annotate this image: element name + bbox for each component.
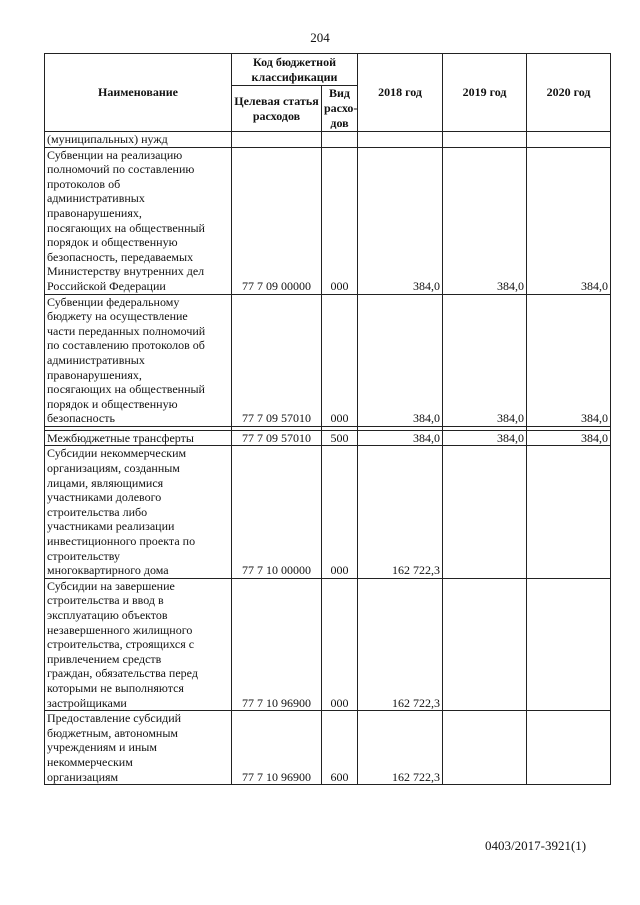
table-row — [45, 711, 611, 785]
document-id: 0403/2017-3921(1) — [485, 838, 587, 853]
row-2018 — [358, 132, 443, 148]
row-expense-type: 000 — [322, 147, 358, 294]
table-row — [45, 578, 611, 710]
row-2020 — [527, 446, 611, 578]
row-target-article: 77 7 10 96900 — [232, 578, 322, 710]
row-2018: 384,0 — [358, 430, 443, 446]
row-2019 — [443, 132, 527, 148]
table-row — [45, 446, 611, 578]
row-name: Субвенции федеральному бюджету на осуществление части переданных полномочий по составлению протоколов об административных правонарушениях, посягающих на общественный порядок и общественную безопасность — [45, 294, 232, 426]
row-target-article: 77 7 10 00000 — [232, 446, 322, 578]
page-number: 204 — [310, 30, 330, 45]
row-2020: 384,0 — [527, 294, 611, 426]
row-2020 — [527, 132, 611, 148]
row-2019: 384,0 — [443, 430, 527, 446]
row-expense-type: 600 — [322, 711, 358, 785]
row-2020: 384,0 — [527, 147, 611, 294]
row-expense-type — [322, 132, 358, 148]
header-kbk: Код бюджетной классификации — [232, 54, 358, 86]
row-2018: 384,0 — [358, 294, 443, 426]
row-name: Субвенции на реализацию полномочий по составлению протоколов об административных правонарушениях, посягающих на общественный порядок и общественную безопасность, передаваемых Министерству внутренних дел Российской Федерации — [45, 147, 232, 294]
row-name: Межбюджетные трансферты — [45, 430, 232, 446]
row-2019: 384,0 — [443, 147, 527, 294]
header-target-article: Целевая статья расходов — [232, 86, 322, 132]
row-2018: 162 722,3 — [358, 446, 443, 578]
table-row — [45, 430, 611, 446]
row-target-article: 77 7 09 00000 — [232, 147, 322, 294]
table-row — [45, 147, 611, 294]
budget-table — [44, 53, 611, 785]
row-name: (муниципальных) нужд — [45, 132, 232, 148]
row-name: Субсидии на завершение строительства и ввод в эксплуатацию объектов незавершенного жилищного строительства, строящихся с привлечением средств граждан, обязательства перед которыми не выполняются застройщиками — [45, 578, 232, 710]
row-2018: 162 722,3 — [358, 711, 443, 785]
row-expense-type: 000 — [322, 578, 358, 710]
row-2018: 162 722,3 — [358, 578, 443, 710]
row-target-article: 77 7 09 57010 — [232, 294, 322, 426]
header-expense-type: Вид расхо-дов — [322, 86, 358, 132]
header-2018: 2018 год — [358, 54, 443, 132]
header-2019: 2019 год — [443, 54, 527, 132]
header-name: Наименование — [45, 54, 232, 132]
row-name: Предоставление субсидий бюджетным, автономным учреждениям и иным некоммерческим организациям — [45, 711, 232, 785]
row-target-article — [232, 132, 322, 148]
row-2019 — [443, 578, 527, 710]
table-row — [45, 132, 611, 148]
row-expense-type: 500 — [322, 430, 358, 446]
row-2019 — [443, 446, 527, 578]
row-2019 — [443, 711, 527, 785]
row-2019: 384,0 — [443, 294, 527, 426]
row-name: Субсидии некоммерческим организациям, созданным лицами, являющимися участниками долевого строительства либо участниками реализации инвестиционного проекта по строительству многоквартирного дома — [45, 446, 232, 578]
row-2020 — [527, 711, 611, 785]
row-expense-type: 000 — [322, 294, 358, 426]
row-2020 — [527, 578, 611, 710]
header-2020: 2020 год — [527, 54, 611, 132]
row-target-article: 77 7 10 96900 — [232, 711, 322, 785]
row-2018: 384,0 — [358, 147, 443, 294]
row-expense-type: 000 — [322, 446, 358, 578]
row-2020: 384,0 — [527, 430, 611, 446]
row-target-article: 77 7 09 57010 — [232, 430, 322, 446]
table-row — [45, 294, 611, 426]
